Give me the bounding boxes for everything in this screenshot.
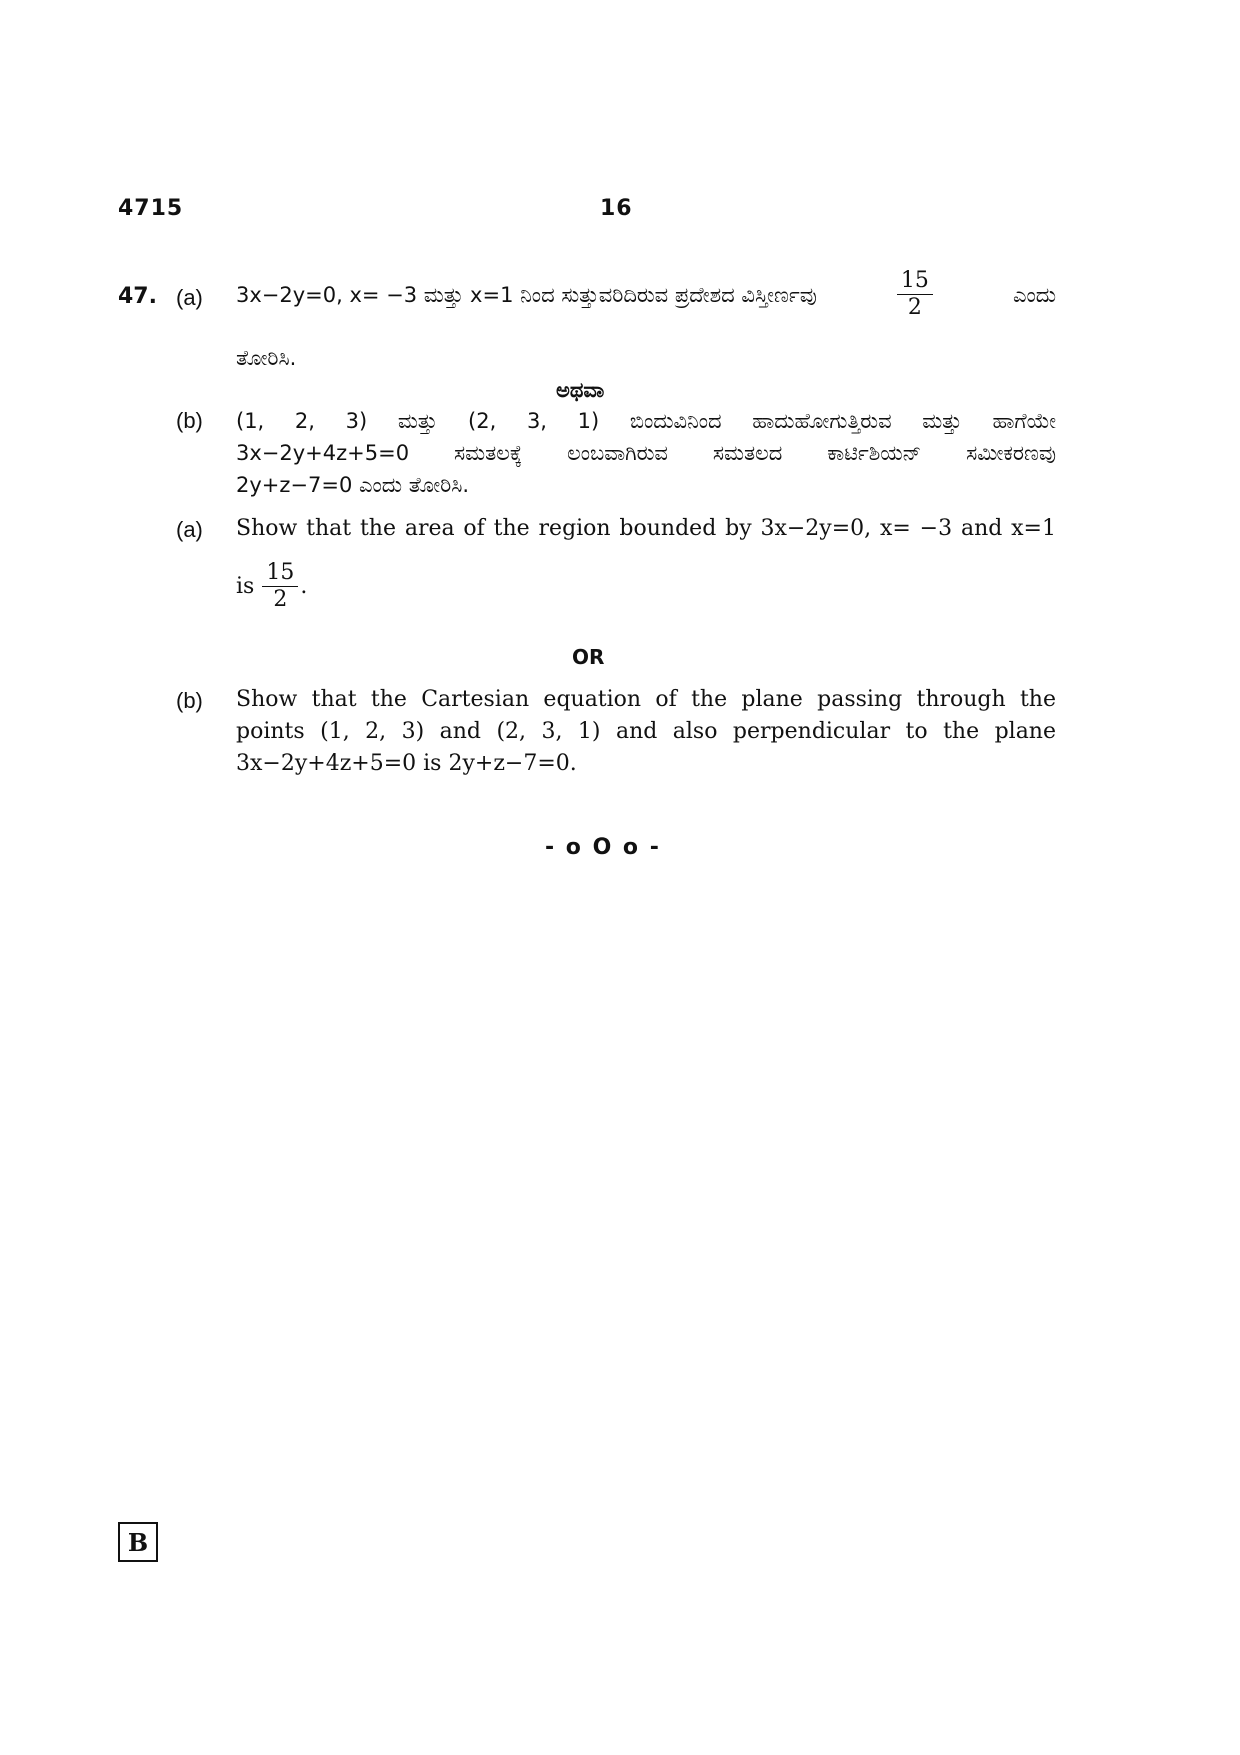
version-box: B <box>118 1522 158 1562</box>
page-number: 16 <box>600 196 633 221</box>
english-b-label: (b) <box>176 688 203 713</box>
kannada-or: ಅಥವಾ <box>556 378 605 402</box>
english-or: OR <box>572 645 605 669</box>
kannada-a-line1-row <box>236 268 1056 321</box>
kannada-a-line1: 3x−2y=0, x= −3 ಮತ್ತು x=1 ನಿಂದ ಸುತ್ತುವರಿದಿರುವ ಪ್ರದೇಶದ ವಿಸ್ತೀರ್ಣವು <box>236 282 817 307</box>
kannada-a-fraction <box>897 268 933 321</box>
kannada-a-line1-end: ಎಂದು <box>1012 282 1056 307</box>
english-a-label: (a) <box>176 517 203 542</box>
english-b-line3: 3x−2y+4z+5=0 is 2y+z−7=0. <box>236 751 577 776</box>
english-a-fraction <box>262 560 298 613</box>
kannada-b-line1: (1, 2, 3) ಮತ್ತು (2, 3, 1) ಬಿಂದುವಿನಿಂದ ಹಾದುಹೋಗುತ್ತಿರುವ ಮತ್ತು ಹಾಗೆಯೇ <box>236 409 1056 433</box>
kannada-a-label: (a) <box>176 285 203 310</box>
kannada-a-line2: ತೋರಿಸಿ. <box>236 346 297 370</box>
english-b-line2: points (1, 2, 3) and (2, 3, 1) and also perpendicular to the plane <box>236 719 1056 744</box>
fraction-denominator: 2 <box>273 587 288 612</box>
paper-code: 4715 <box>118 196 184 221</box>
english-a-line2-row <box>236 560 307 613</box>
kannada-b-line3: 2y+z−7=0 ಎಂದು ತೋರಿಸಿ. <box>236 473 470 497</box>
english-a-is: is <box>236 573 255 599</box>
english-b-line1: Show that the Cartesian equation of the plane passing through the <box>236 687 1056 712</box>
question-number: 47. <box>118 284 157 309</box>
kannada-b-line2: 3x−2y+4z+5=0 ಸಮತಲಕ್ಕೆ ಲಂಬವಾಗಿರುವ ಸಮತಲದ ಕಾರ್ಟಿಶಿಯನ್ ಸಮೀಕರಣವು <box>236 441 1056 465</box>
end-of-paper-mark: - o O o - <box>545 835 661 860</box>
english-a-period: . <box>300 573 308 599</box>
fraction-numerator: 15 <box>262 560 298 587</box>
kannada-b-label: (b) <box>176 408 203 433</box>
fraction-numerator: 15 <box>897 268 933 295</box>
fraction-denominator: 2 <box>907 295 922 320</box>
english-a-line1: Show that the area of the region bounded by 3x−2y=0, x= −3 and x=1 <box>236 516 1056 541</box>
